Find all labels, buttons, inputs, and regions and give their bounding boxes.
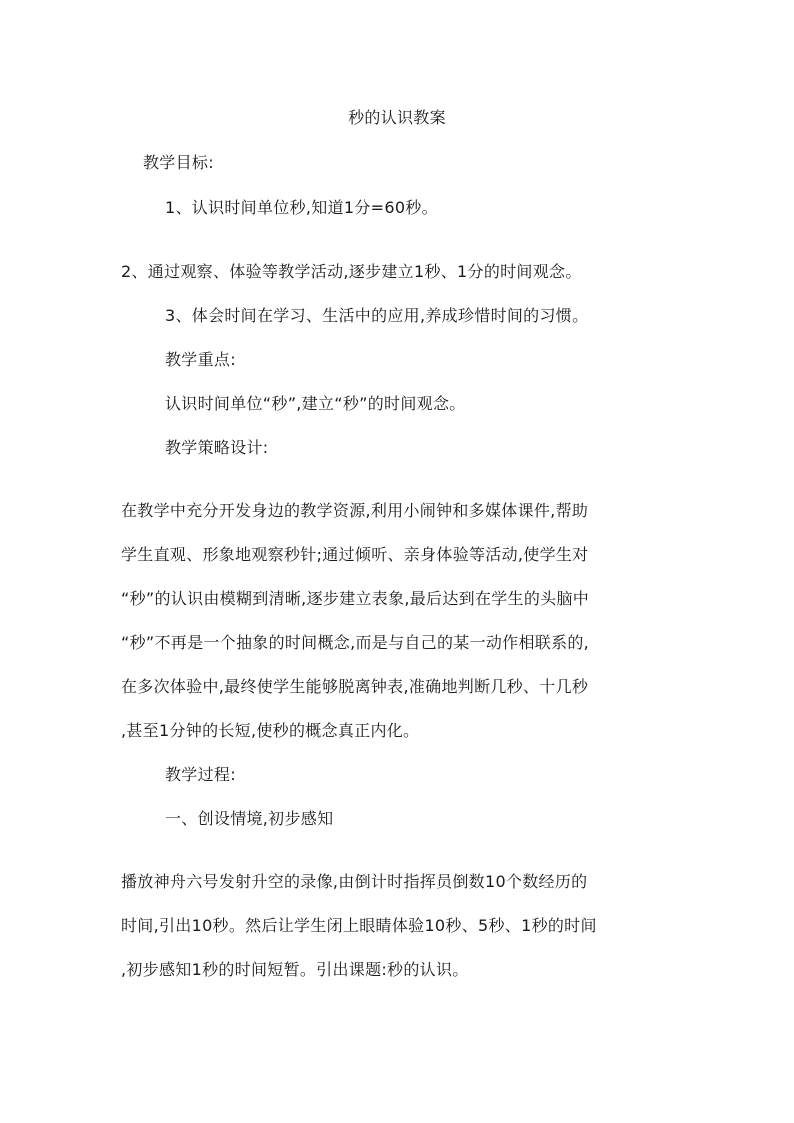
section-heading-objectives: 教学目标:	[143, 153, 214, 172]
strategy-line-1: 在教学中充分开发身边的教学资源,利用小闹钟和多媒体课件,帮助	[121, 501, 589, 520]
process-line-3: ,初步感知1秒的时间短暂。引出课题:秒的认识。	[121, 960, 469, 979]
objective-3: 3、体会时间在学习、生活中的应用,养成珍惜时间的习惯。	[165, 306, 589, 325]
document-title: 秒的认识教案	[348, 108, 446, 127]
strategy-line-6: ,甚至1分钟的长短,使秒的概念真正内化。	[121, 721, 420, 740]
key-point-text: 认识时间单位“秒”,建立“秒”的时间观念。	[165, 394, 466, 413]
objective-2: 2、通过观察、体验等教学活动,逐步建立1秒、1分的时间观念。	[121, 262, 582, 281]
process-line-2: 时间,引出10秒。然后让学生闭上眼睛体验10秒、5秒、1秒的时间	[121, 916, 597, 935]
section-heading-strategy: 教学策略设计:	[165, 438, 269, 457]
objective-1: 1、认识时间单位秒,知道1分=60秒。	[165, 198, 438, 217]
strategy-line-4: “秒”不再是一个抽象的时间概念,而是与自己的某一动作相联系的,	[121, 633, 590, 652]
section-heading-process: 教学过程:	[165, 765, 236, 784]
strategy-line-5: 在多次体验中,最终使学生能够脱离钟表,准确地判断几秒、十几秒	[121, 677, 589, 696]
strategy-line-2: 学生直观、形象地观察秒针;通过倾听、亲身体验等活动,使学生对	[121, 545, 589, 564]
section-heading-key-points: 教学重点:	[165, 350, 236, 369]
strategy-line-3: “秒”的认识由模糊到清晰,逐步建立表象,最后达到在学生的头脑中	[121, 589, 590, 608]
process-step-1-heading: 一、创设情境,初步感知	[165, 809, 334, 828]
process-line-1: 播放神舟六号发射升空的录像,由倒计时指挥员倒数10个数经历的	[121, 872, 588, 891]
